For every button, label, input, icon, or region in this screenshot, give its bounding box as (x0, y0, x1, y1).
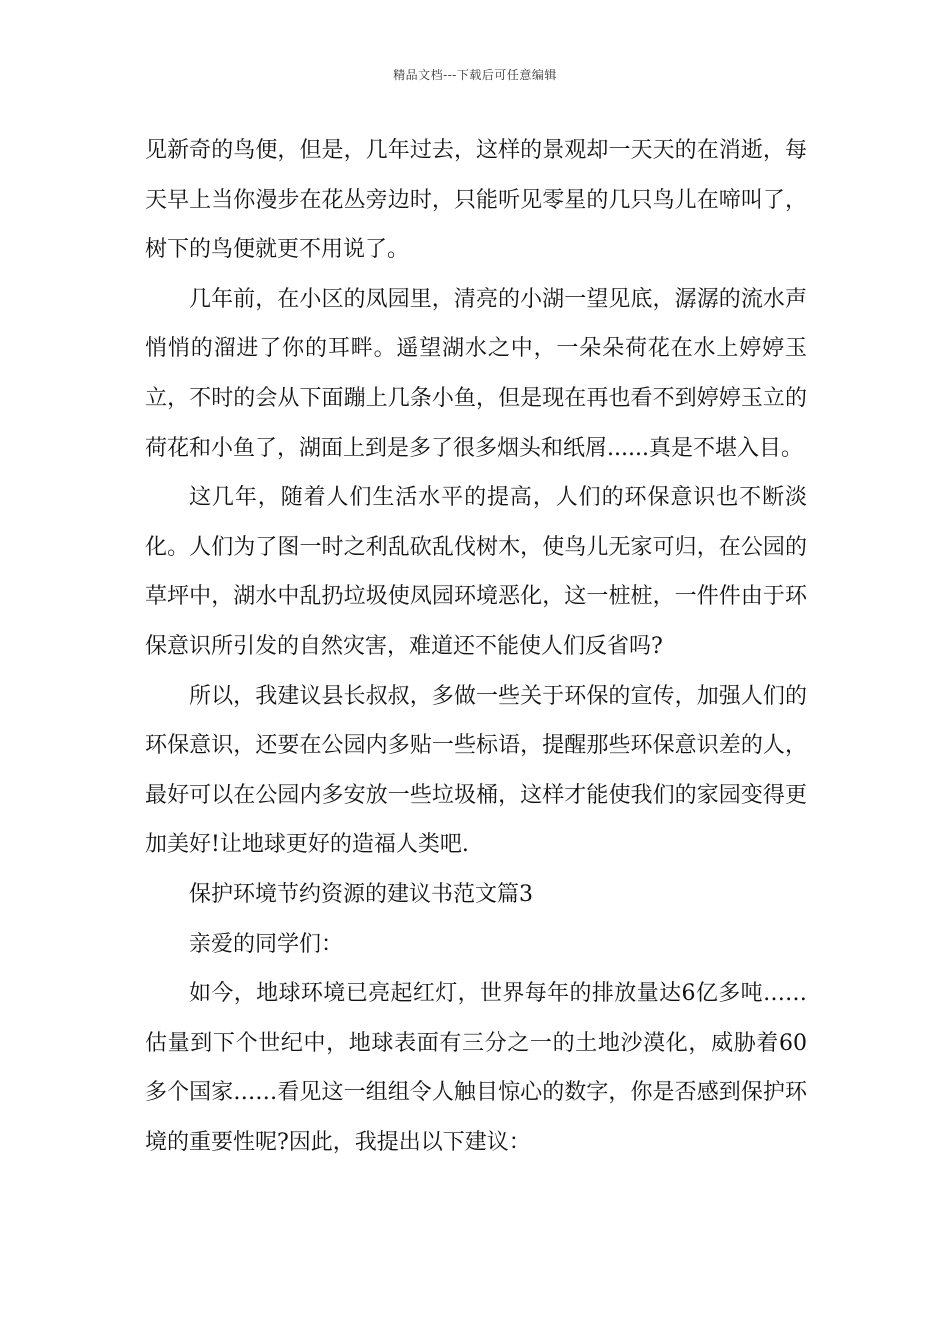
section-title: 保护环境节约资源的建议书范文篇3 (189, 881, 533, 907)
paragraph-awareness-decline: 这几年，随着人们生活水平的提高，人们的环保意识也不断淡化。人们为了图一时之利乱砍乱伐树木，使鸟儿无家可归，在公园的草坪中，湖水中乱扔垃圾使凤园环境恶化，这一桩桩，一件件由于环保意识所引发的自然灾害，难道还不能使人们反省吗? (145, 485, 807, 659)
paragraph-fengyuan-past: 几年前，在小区的凤园里，清亮的小湖一望见底，潺潺的流水声悄悄的溜进了你的耳畔。遥望湖水之中，一朵朵荷花在水上婷婷玉立，不时的会从下面蹦上几条小鱼，但是现在再也看不到婷婷玉立的荷花和小鱼了，湖面上到是多了很多烟头和纸屑......真是不堪入目。 (145, 286, 807, 461)
document-body (145, 126, 807, 1167)
paragraph-continuation: 见新奇的鸟便，但是，几年过去，这样的景观却一天天的在消逝，每天早上当你漫步在花丛旁边时，只能听见零星的几只鸟儿在啼叫了，树下的鸟便就更不用说了。 (145, 138, 807, 263)
salutation: 亲爱的同学们： (189, 931, 344, 957)
paragraph-suggestion: 所以，我建议县长叔叔，多做一些关于环保的宣传，加强人们的环保意识，还要在公园内多贴一些标语，提醒那些环保意识差的人，最好可以在公园内多安放一些垃圾桶，这样才能使我们的家园变得更加美好!让地球更好的造福人类吧. (145, 683, 807, 858)
paragraph-earth-environment: 如今，地球环境已亮起红灯，世界每年的排放量达6亿多吨……估量到下个世纪中，地球表面有三分之一的土地沙漠化，威胁着60多个国家……看见这一组组令人触目惊心的数字，你是否感到保护环境的重要性呢?因此，我提出以下建议： (145, 981, 807, 1155)
page-header: 精品文档---下载后可任意编辑 (393, 68, 557, 82)
